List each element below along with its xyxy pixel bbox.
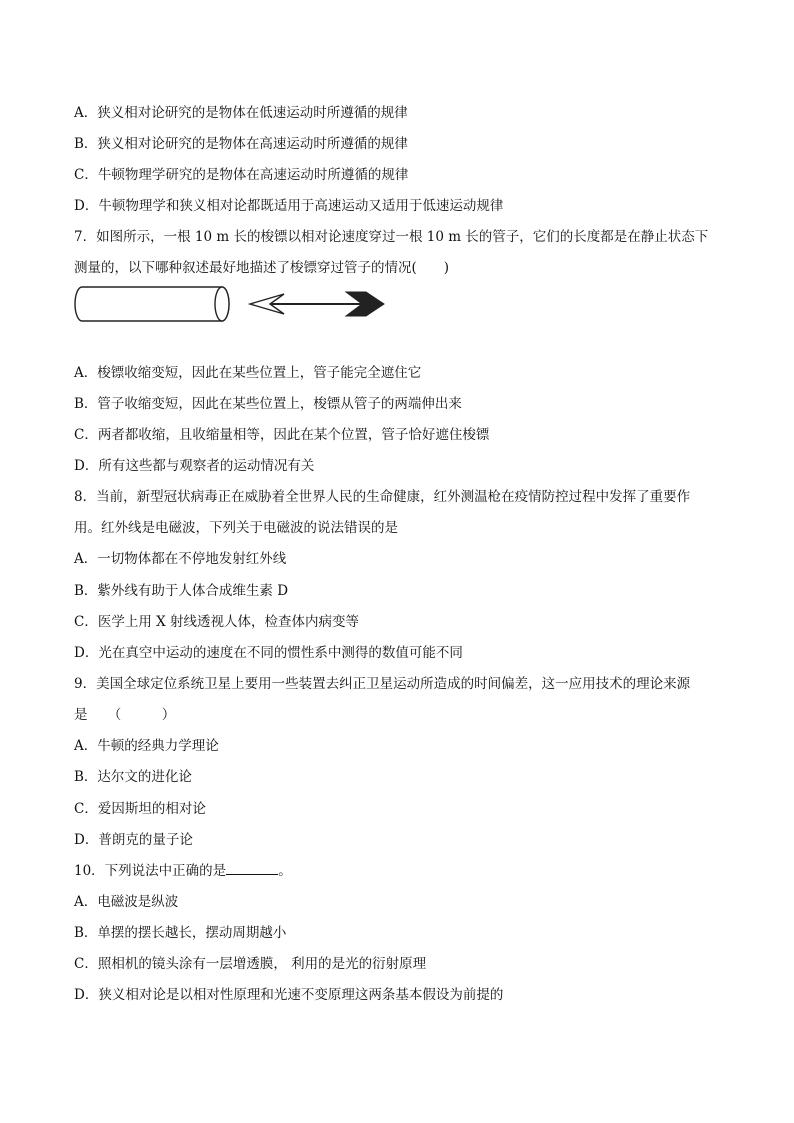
q10-option-a[interactable]: A．电磁波是纵波 xyxy=(74,894,179,910)
q9-stem-line2: 是 （ ） xyxy=(74,707,176,723)
tube-icon xyxy=(75,287,229,321)
spear-icon xyxy=(250,292,384,316)
q6-option-a[interactable]: A．狭义相对论研究的是物体在低速运动时所遵循的规律 xyxy=(74,105,408,121)
q7-option-d[interactable]: D．所有这些都与观察者的运动情况有关 xyxy=(74,458,315,474)
q8-option-b[interactable]: B．紫外线有助于人体合成维生素 D xyxy=(74,583,289,599)
q8-option-a[interactable]: A．一切物体都在不停地发射红外线 xyxy=(74,551,287,567)
q7-figure-tube-and-spear xyxy=(72,282,392,326)
q7-option-c[interactable]: C．两者都收缩，且收缩量相等，因此在某个位置，管子恰好遮住梭镖 xyxy=(74,427,490,443)
q7-option-a[interactable]: A．梭镖收缩变短，因此在某些位置上，管子能完全遮住它 xyxy=(74,365,422,381)
q8-stem-line2: 用。红外线是电磁波，下列关于电磁波的说法错误的是 xyxy=(74,520,398,536)
q9-stem-line1: 9．美国全球定位系统卫星上要用一些装置去纠正卫星运动所造成的时间偏差，这一应用技术的理论来源 xyxy=(74,676,691,692)
q10-stem-prefix: 10．下列说法中正确的是 xyxy=(74,863,227,879)
q10-stem xyxy=(74,862,292,880)
q8-stem-line1: 8．当前，新型冠状病毒正在威胁着全世界人民的生命健康，红外测温枪在疫情防控过程中发挥了重要作 xyxy=(74,489,691,505)
q10-option-c[interactable]: C．照相机的镜头涂有一层增透膜， 利用的是光的衍射原理 xyxy=(74,956,427,972)
q9-option-a[interactable]: A．牛顿的经典力学理论 xyxy=(74,738,219,754)
q10-answer-blank[interactable] xyxy=(226,862,278,875)
q10-option-b[interactable]: B．单摆的摆长越长，摆动周期越小 xyxy=(74,925,287,941)
q6-option-b[interactable]: B．狭义相对论研究的是物体在高速运动时所遵循的规律 xyxy=(74,136,408,152)
q7-stem-line2: 测量的，以下哪种叙述最好地描述了梭镖穿过管子的情况( ) xyxy=(74,260,450,276)
q9-option-b[interactable]: B．达尔文的进化论 xyxy=(74,769,192,785)
q7-option-b[interactable]: B．管子收缩变短，因此在某些位置上，梭镖从管子的两端伸出来 xyxy=(74,396,462,412)
q10-option-d[interactable]: D．狭义相对论是以相对性原理和光速不变原理这两条基本假设为前提的 xyxy=(74,987,504,1003)
q6-option-d[interactable]: D．牛顿物理学和狭义相对论都既适用于高速运动又适用于低速运动规律 xyxy=(74,198,504,214)
q8-option-c[interactable]: C．医学上用 X 射线透视人体，检查体内病变等 xyxy=(74,614,360,630)
q10-stem-suffix: 。 xyxy=(278,863,292,879)
q6-option-c[interactable]: C．牛顿物理学研究的是物体在高速运动时所遵循的规律 xyxy=(74,167,409,183)
q8-option-d[interactable]: D．光在真空中运动的速度在不同的惯性系中测得的数值可能不同 xyxy=(74,645,463,661)
q7-stem-line1: 7．如图所示，一根 10 m 长的梭镖以相对论速度穿过一根 10 m 长的管子，它们的长度都是在静止状态下 xyxy=(74,229,709,245)
q9-option-c[interactable]: C．爱因斯坦的相对论 xyxy=(74,801,206,817)
q9-option-d[interactable]: D．普朗克的量子论 xyxy=(74,832,193,848)
